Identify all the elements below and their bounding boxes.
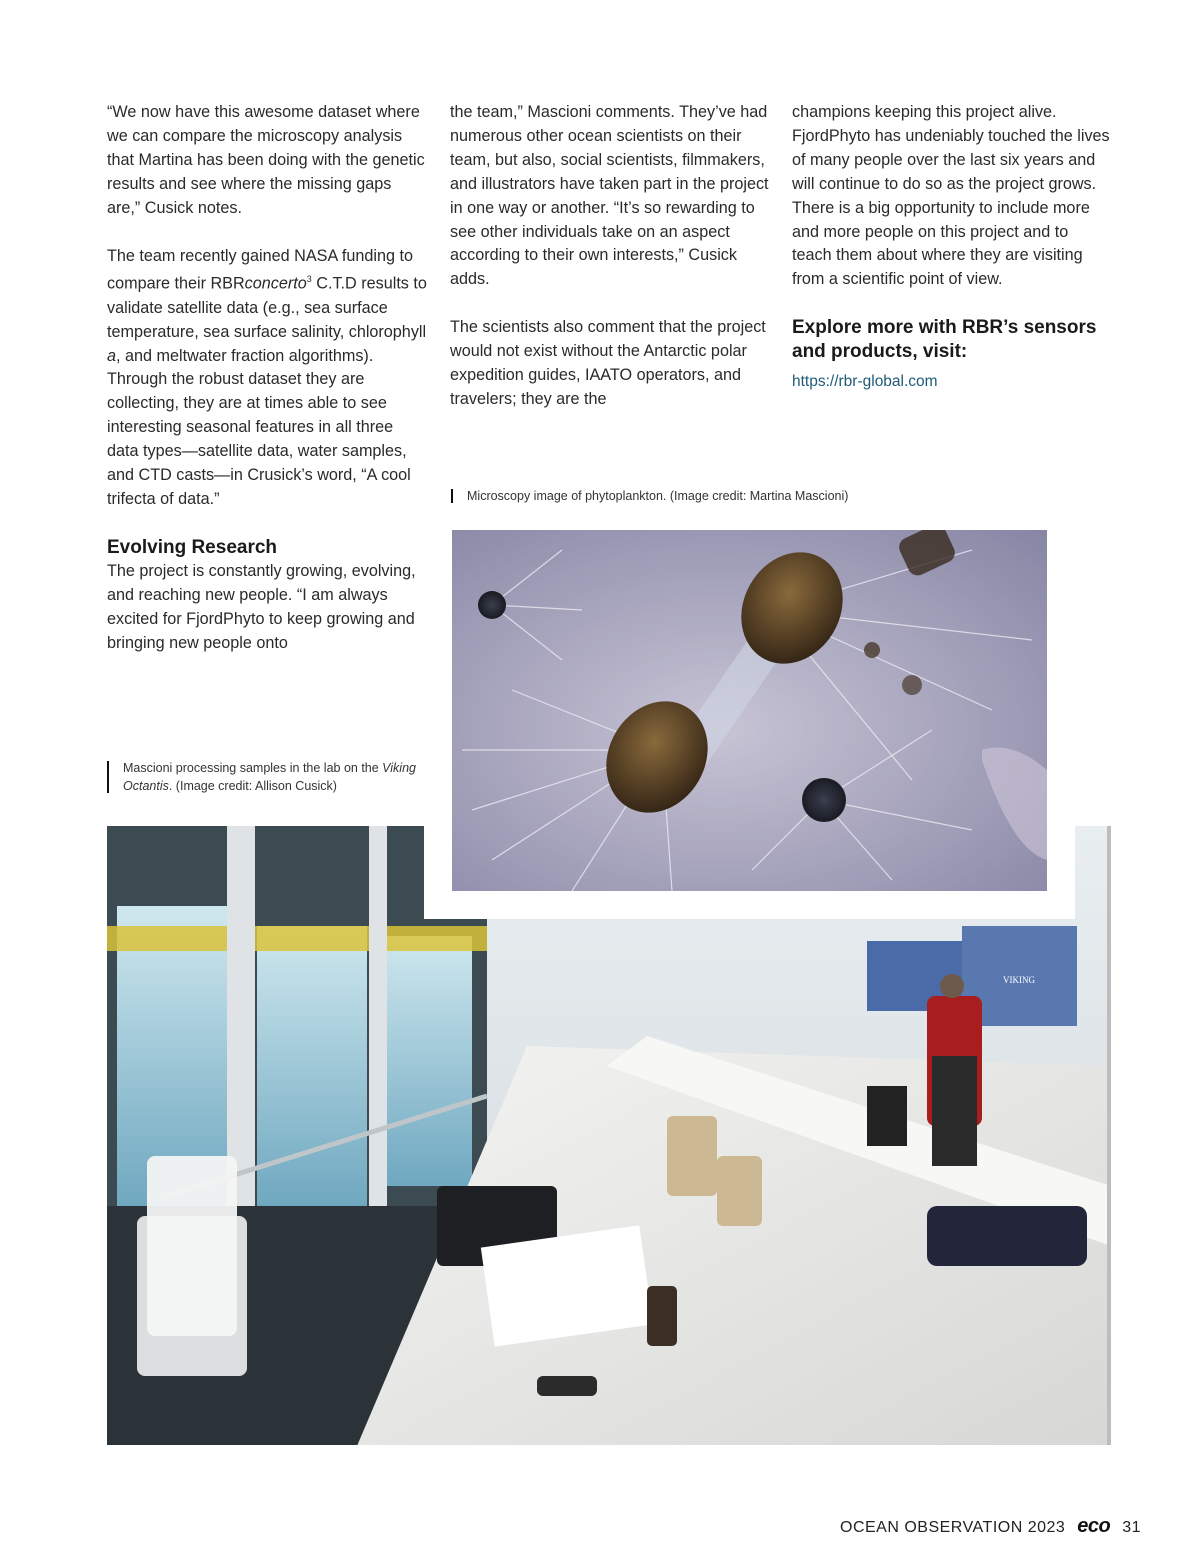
rbr-website-link[interactable]: https://rbr-global.com <box>792 373 938 391</box>
text-run: Mascioni processing samples in the lab on the <box>123 761 383 775</box>
page-footer <box>840 1515 1150 1538</box>
paragraph: champions keeping this project alive. FjordPhyto has undeniably touched the lives of many people over the last six years and will continue to do so as the project grows. There is a big opportunity to include more and more people on this project and to teach them about where they are visiting from a scientific point of view. <box>792 103 1110 289</box>
paragraph <box>107 245 427 512</box>
product-name: concerto <box>244 274 307 293</box>
micro-image-caption: Microscopy image of phytoplankton. (Image credit: Martina Mascioni) <box>451 487 1107 505</box>
superscript: 3 <box>306 274 312 285</box>
screen-logo-text: VIKING <box>1003 975 1035 985</box>
text-column-2 <box>450 101 770 436</box>
microscopy-photo <box>452 530 1047 891</box>
publication-name: OCEAN OBSERVATION 2023 <box>840 1519 1066 1536</box>
text-column-1 <box>107 101 427 680</box>
italic-letter: a <box>107 346 117 365</box>
text-run: C.T.D results to validate satellite data (e.g., sea surface temperature, sea surface salinity, chlorophyll <box>107 274 427 341</box>
section-heading: Evolving Research <box>107 536 278 558</box>
text-run: The team recently gained NASA funding to compare their RBR <box>107 246 413 293</box>
eco-logo: eco <box>1077 1515 1111 1537</box>
paragraph: “We now have this awesome dataset where we can compare the microscopy analysis that Martina has been doing with the genetic results and see where the missing gaps are,” Cusick notes. <box>107 103 425 217</box>
lab-image-caption <box>107 759 443 795</box>
text-run: . (Image credit: Allison Cusick) <box>168 779 337 793</box>
page-number: 31 <box>1122 1519 1142 1536</box>
cta-heading: Explore more with RBR’s sensors and products, visit: <box>792 317 1097 363</box>
text-run: , and meltwater fraction algorithms). Through the robust dataset they are collecting, they are at times able to see interesting seasonal features in all three data types—satellite data, water samples, and CTD casts—in Crusick’s word, “A cool trifecta of data.” <box>107 346 411 508</box>
text-column-3 <box>792 101 1112 394</box>
paragraph: the team,” Mascioni comments. They’ve had numerous other ocean scientists on their team, but also, social scientists, filmmakers, and illustrators have taken part in the project in one way or another. “It’s so rewarding to see other individuals take on an aspect according to their own interests,” Cusick adds. <box>450 103 769 289</box>
paragraph: The project is constantly growing, evolving, and reaching new people. “I am always excited for FjordPhyto to keep growing and bringing new people onto <box>107 561 416 652</box>
ship-name: Viking Octantis <box>123 761 416 793</box>
paragraph: The scientists also comment that the project would not exist without the Antarctic polar expedition guides, IAATO operators, and travelers; they are the <box>450 318 766 408</box>
